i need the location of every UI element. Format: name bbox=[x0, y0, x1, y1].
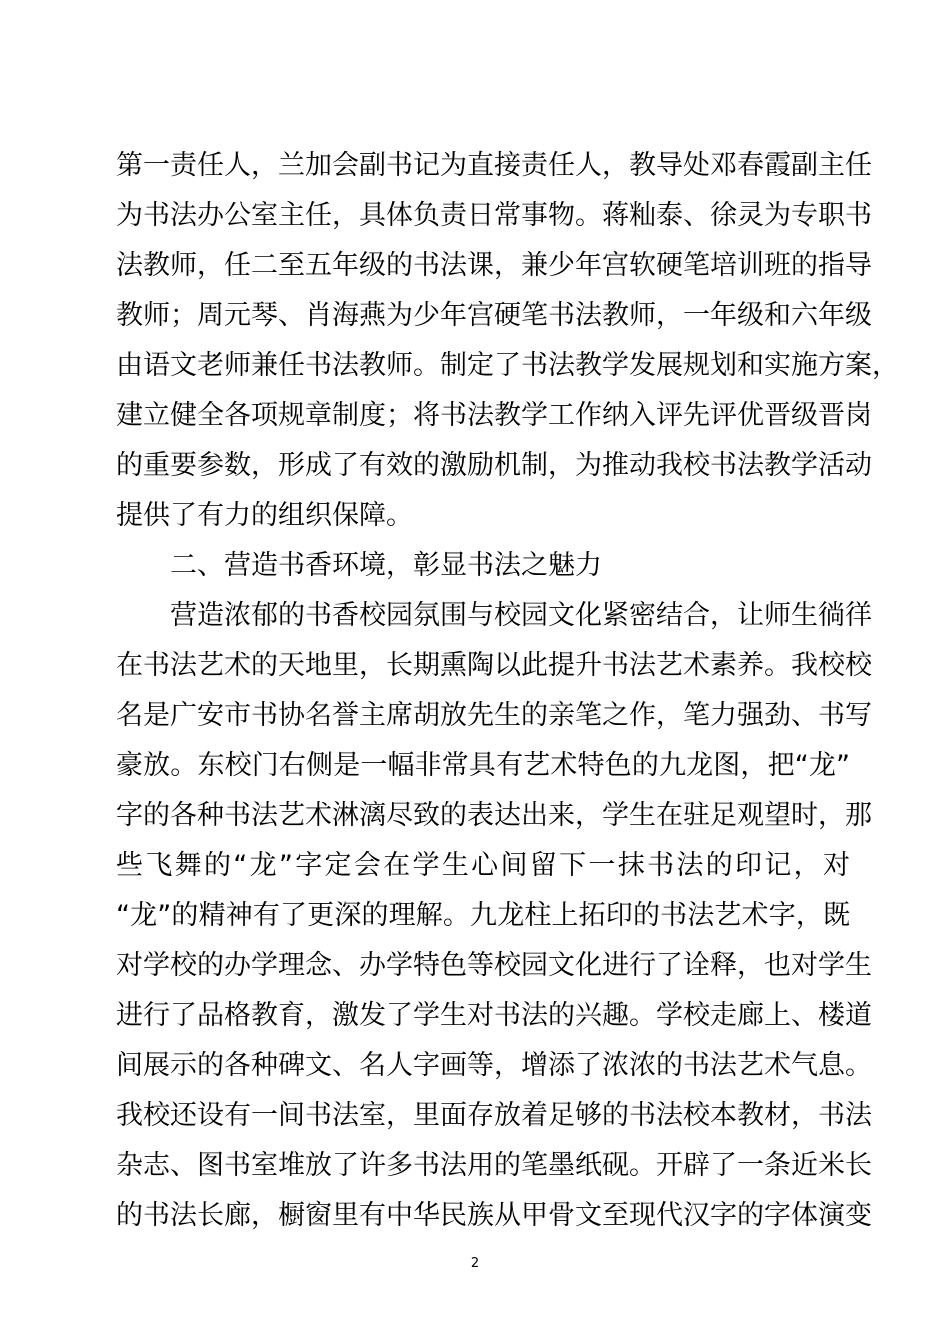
paragraph-line: 豪放。东校门右侧是一幅非常具有艺术特色的九龙图，把“龙” bbox=[116, 750, 850, 781]
paragraph-line: 杂志、图书室堆放了许多书法用的笔墨纸砚。开辟了一条近米长 bbox=[116, 1150, 872, 1181]
paragraph-line: 字的各种书法艺术淋漓尽致的表达出来，学生在驻足观望时，那 bbox=[116, 800, 872, 831]
paragraph-line: “龙”的精神有了更深的理解。九龙柱上拓印的书法艺术字，既 bbox=[116, 900, 850, 931]
paragraph-line: 教师；周元琴、肖海燕为少年宫硬笔书法教师，一年级和六年级 bbox=[116, 300, 872, 331]
paragraph-line: 营造浓郁的书香校园氛围与校园文化紧密结合，让师生徜徉 bbox=[170, 600, 872, 631]
paragraph-line: 进行了品格教育，激发了学生对书法的兴趣。学校走廊上、楼道 bbox=[116, 1000, 872, 1031]
paragraph-line: 法教师，任二至五年级的书法课，兼少年宫软硬笔培训班的指导 bbox=[116, 250, 872, 281]
paragraph-line: 第一责任人，兰加会副书记为直接责任人，教导处邓春霞副主任 bbox=[116, 150, 872, 181]
paragraph-line: 的书法长廊，橱窗里有中华民族从甲骨文至现代汉字的字体演变 bbox=[116, 1200, 872, 1231]
paragraph-line: 的重要参数，形成了有效的激励机制，为推动我校书法教学活动 bbox=[116, 450, 872, 481]
paragraph-line: 建立健全各项规章制度；将书法教学工作纳入评先评优晋级晋岗 bbox=[116, 400, 872, 431]
paragraph-line: 为书法办公室主任，具体负责日常事物。蒋籼泰、徐灵为专职书 bbox=[116, 200, 872, 231]
paragraph-line: 名是广安市书协名誉主席胡放先生的亲笔之作，笔力强劲、书写 bbox=[116, 700, 872, 731]
paragraph-line: 对学校的办学理念、办学特色等校园文化进行了诠释，也对学生 bbox=[116, 950, 872, 981]
section-heading: 二、营造书香环境，彰显书法之魅力 bbox=[170, 550, 602, 581]
page-number: 2 bbox=[470, 1256, 480, 1271]
paragraph-line: 由语文老师兼任书法教师。制定了书法教学发展规划和实施方案， bbox=[116, 350, 899, 381]
paragraph-line: 间展示的各种碑文、名人字画等，增添了浓浓的书法艺术气息。 bbox=[116, 1050, 872, 1081]
paragraph-line: 提供了有力的组织保障。 bbox=[116, 500, 413, 531]
paragraph-line: 在书法艺术的天地里，长期熏陶以此提升书法艺术素养。我校校 bbox=[116, 650, 872, 681]
paragraph-line: 些飞舞的“龙”字定会在学生心间留下一抹书法的印记，对 bbox=[116, 850, 850, 881]
paragraph-line: 我校还设有一间书法室，里面存放着足够的书法校本教材，书法 bbox=[116, 1100, 872, 1131]
